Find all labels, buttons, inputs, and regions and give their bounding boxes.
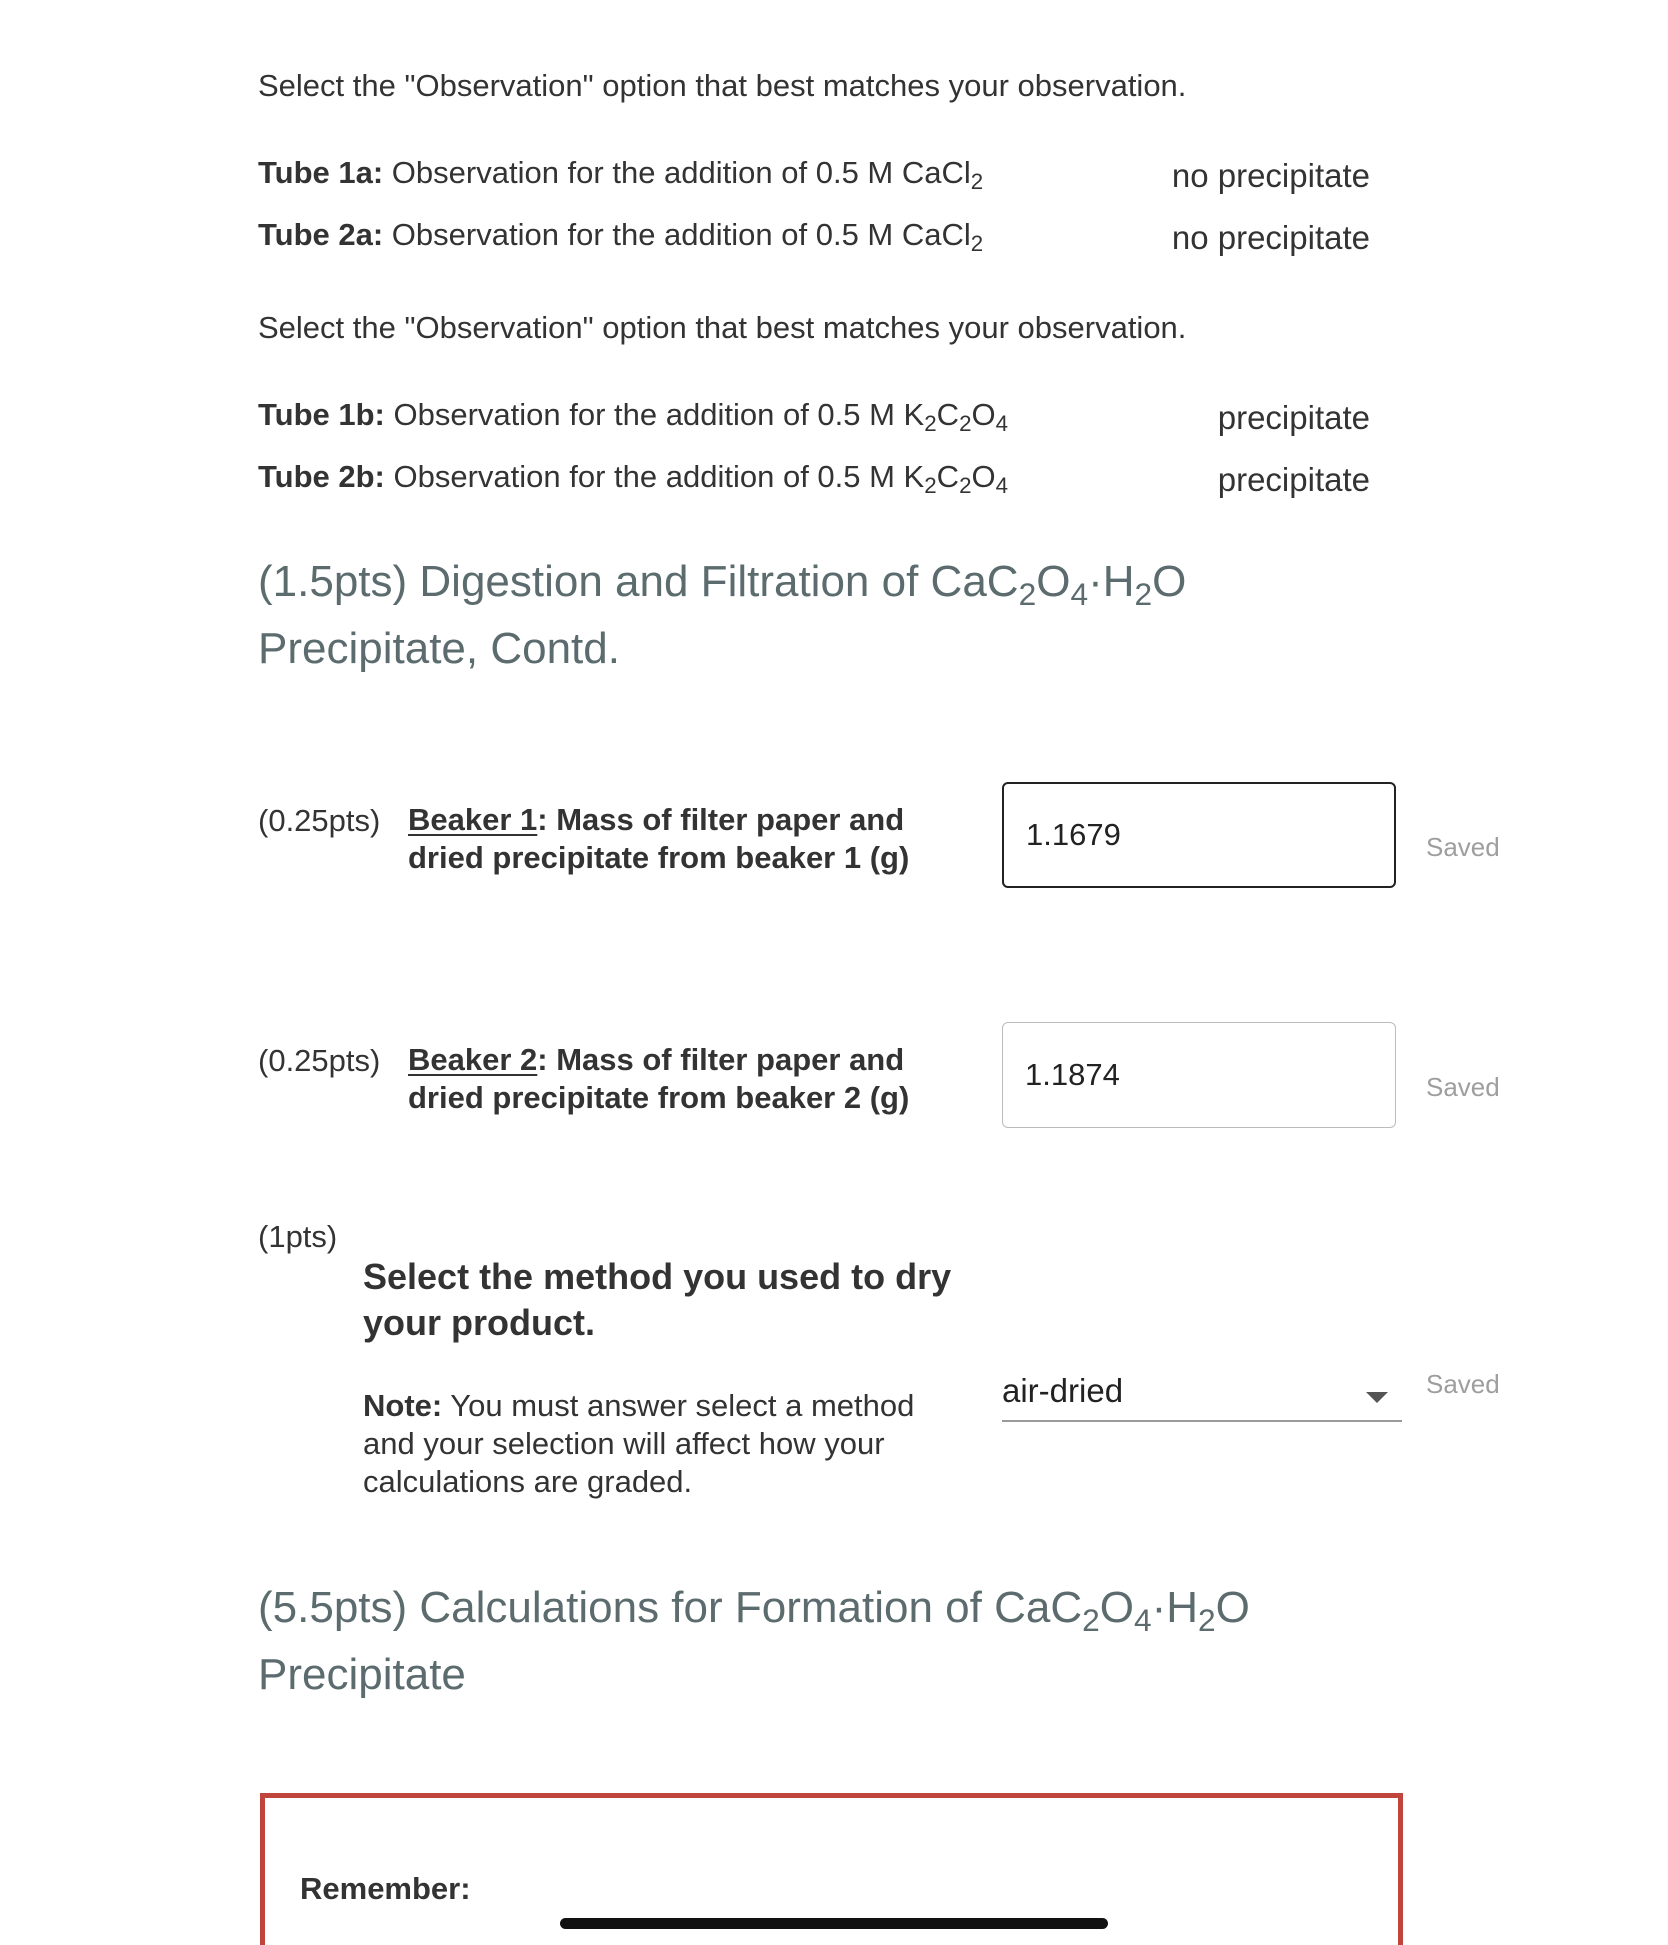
tube-2a-label: Tube 2a: Observation for the addition of 0.5 M CaCl$_2$ <box>258 217 984 257</box>
dry-method-points: (1pts) <box>258 1219 338 1254</box>
section-heading-calculations: (5.5pts) Calculations for Formation of $CaC_2O_4\cdot H_2O$ Precipitate <box>258 1583 1250 1699</box>
dry-method-saved-status: Saved <box>1426 1369 1500 1399</box>
beaker-1-mass-value: 1.1679 <box>1026 817 1121 852</box>
dry-method-selected-value: air-dried <box>1002 1372 1124 1409</box>
beaker-2-label: Beaker 2: Mass of filter paper and dried precipitate from beaker 2 (g) <box>408 1042 910 1115</box>
dry-method-heading: Select the method you used to dry your product. <box>363 1256 952 1343</box>
tube-2a-observation-select[interactable]: no precipitate <box>1171 219 1370 256</box>
remember-title: Remember: <box>300 1871 471 1906</box>
dry-method-note: Note: You must answer select a method and your selection will affect how your calculations are graded. <box>363 1388 915 1499</box>
tube-2b-label: Tube 2b: Observation for the addition of 0.5 M $K_2C_2O_4$ <box>258 459 1009 499</box>
tube-1a-label: Tube 1a: Observation for the addition of 0.5 M CaCl$_2$ <box>258 155 984 195</box>
tube-1a-observation-select[interactable]: no precipitate <box>1171 157 1370 194</box>
tube-2b-observation-select[interactable]: precipitate <box>1217 461 1370 498</box>
section-heading-digestion: (1.5pts) Digestion and Filtration of $CaC_2O_4\cdot H_2O$ Precipitate, Contd. <box>258 557 1187 673</box>
beaker-1-link[interactable]: Beaker 1 <box>408 802 538 837</box>
beaker-1-mass-input[interactable] <box>1002 782 1396 888</box>
observation-instruction-1: Select the "Observation" option that best matches your observation. <box>258 68 1187 103</box>
beaker-2-points: (0.25pts) <box>258 1043 381 1078</box>
beaker-2-mass-value: 1.1874 <box>1025 1057 1120 1092</box>
chevron-down-icon[interactable] <box>1366 1392 1388 1403</box>
beaker-1-saved-status: Saved <box>1426 832 1500 862</box>
dry-method-select[interactable] <box>1002 1372 1402 1422</box>
tube-1b-label: Tube 1b: Observation for the addition of 0.5 M $K_2C_2O_4$ <box>258 397 1009 437</box>
home-indicator <box>560 1918 1108 1929</box>
beaker-2-saved-status: Saved <box>1426 1072 1500 1102</box>
beaker-1-label: Beaker 1: Mass of filter paper and dried precipitate from beaker 1 (g) <box>408 802 910 875</box>
beaker-2-mass-input[interactable] <box>1002 1022 1396 1128</box>
observation-instruction-2: Select the "Observation" option that best matches your observation. <box>258 310 1187 345</box>
beaker-2-link[interactable]: Beaker 2 <box>408 1042 538 1077</box>
tube-1b-observation-select[interactable]: precipitate <box>1217 399 1370 436</box>
beaker-1-points: (0.25pts) <box>258 803 381 838</box>
